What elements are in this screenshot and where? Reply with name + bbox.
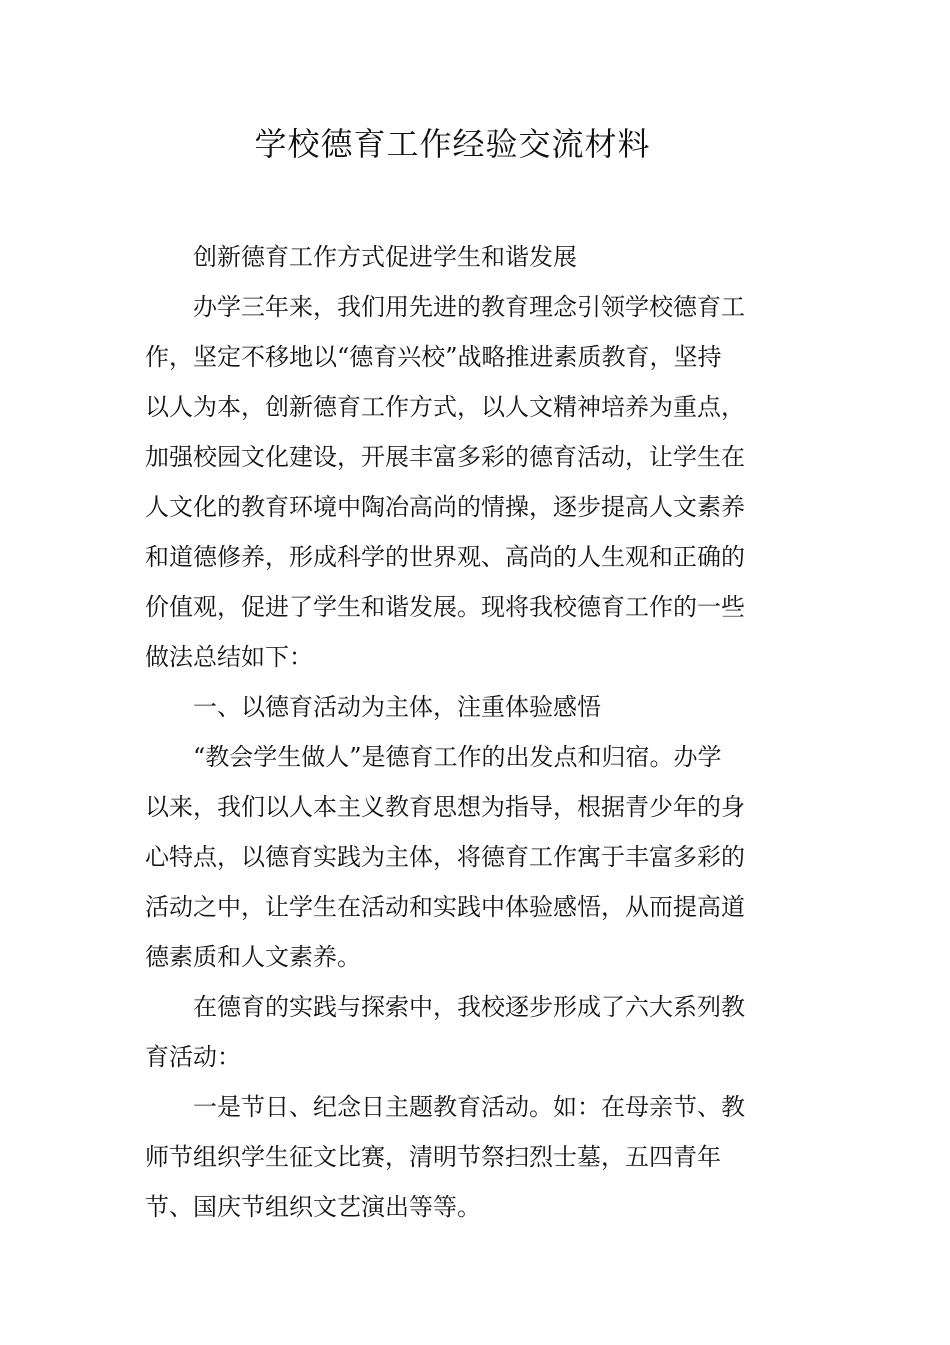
- subtitle-paragraph: 创新德育工作方式促进学生和谐发展: [193, 243, 577, 271]
- document-title: 学校德育工作经验交流材料: [254, 125, 651, 163]
- body-paragraph: 在德育的实践与探索中，我校逐步形成了六大系列教育活动：: [145, 993, 745, 1071]
- intro-paragraph: 办学三年来，我们用先进的教育理念引领学校德育工作，坚定不移地以“德育兴校”战略推进素质教育，坚持以人为本，创新德育工作方式，以人文精神培养为重点，加强校园文化建设，开展丰富多彩的德育活动，让学生在人文化的教育环境中陶冶高尚的情操，逐步提高人文素养和道德修养，形成科学的世界观、高尚的人生观和正确的价值观，促进了学生和谐发展。现将我校德育工作的一些做法总结如下：: [145, 293, 745, 671]
- section-heading: 一、以德育活动为主体，注重体验感悟: [193, 693, 601, 721]
- body-paragraph: “教会学生做人”是德育工作的出发点和归宿。办学以来，我们以人本主义教育思想为指导，根据青少年的身心特点，以德育实践为主体，将德育工作寓于丰富多彩的活动之中，让学生在活动和实践中体验感悟，从而提高道德素质和人文素养。: [145, 743, 745, 971]
- body-paragraph: 一是节日、纪念日主题教育活动。如：在母亲节、教师节组织学生征文比赛，清明节祭扫烈士墓，五四青年节、国庆节组织文艺演出等等。: [145, 1093, 745, 1221]
- document-body: [145, 232, 745, 1232]
